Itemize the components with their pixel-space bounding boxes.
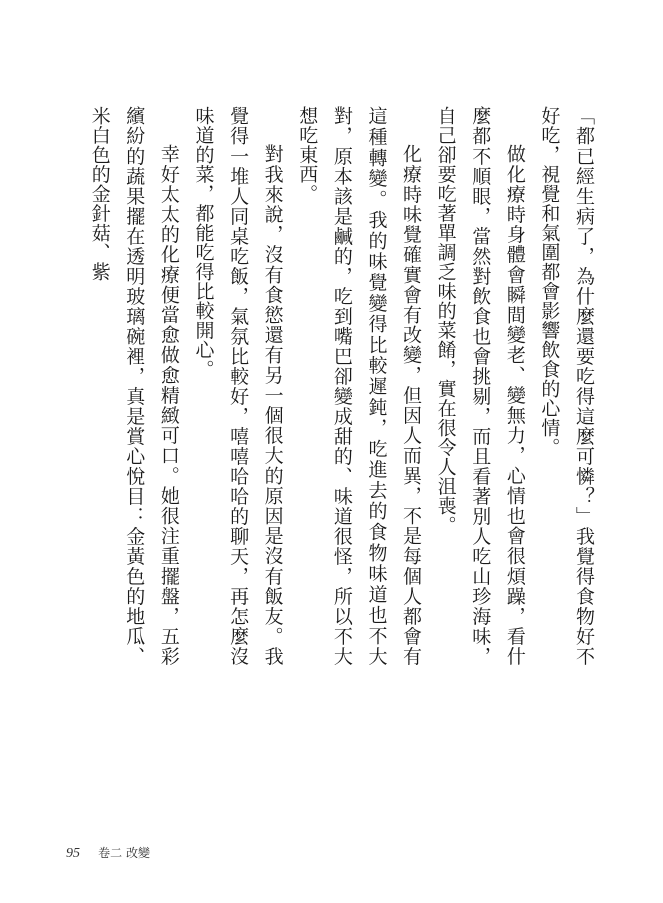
paragraph-4: 對我來說，沒有食慾還有另一個很大的原因是沒有飯友。我覺得一堆人同桌吃飯，氣氛比較好，嘻嘻哈哈的聊天，再怎麼沒味道的菜，都能吃得比較開心。: [192, 106, 284, 666]
paragraph-3: 化療時味覺確實會有改變，但因人而異，不是每個人都會有這種轉變。我的味覺變得比較遲鈍，吃進去的食物味道也不大對，原本該是鹹的，吃到嘴巴卻變成甜的、味道很怪，所以不大想吃東西。: [296, 106, 423, 666]
body-text: [82, 106, 601, 666]
paragraph-5: 幸好太太的化療便當愈做愈精緻可口。她很注重擺盤，五彩繽紛的蔬果擺在透明玻璃碗裡，真是賞心悅目：金黃色的地瓜、米白色的金針菇、紫: [88, 106, 180, 666]
chapter-label: 卷二 改變: [98, 846, 150, 860]
paragraph-2: 做化療時身體會瞬間變老、變無力，心情也會很煩躁，看什麼都不順眼，當然對飲食也會挑剔，而且看著別人吃山珍海味，自己卻要吃著單調乏味的菜餚，實在很令人沮喪。: [434, 106, 526, 666]
paragraph-1: 「都已經生病了，為什麼還要吃得這麼可憐？」我覺得食物好不好吃，視覺和氣圍都會影響飲食的心情。: [538, 106, 595, 666]
page-number: 95: [66, 846, 80, 861]
page-footer: [66, 844, 150, 862]
